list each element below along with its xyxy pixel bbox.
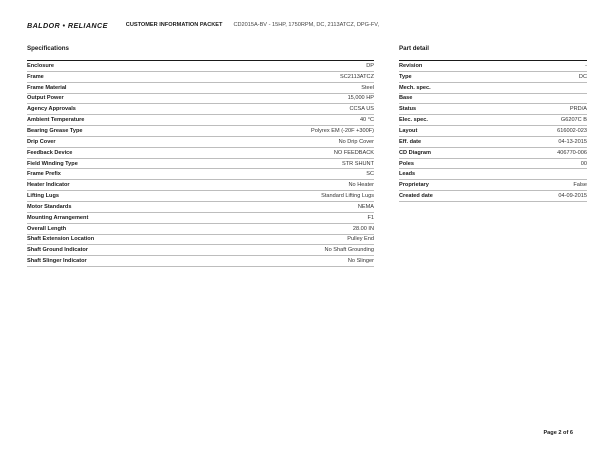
- spec-row-label: Frame Prefix: [27, 171, 61, 178]
- spec-row-value: No Drip Cover: [338, 138, 374, 145]
- spec-row-label: Field Winding Type: [27, 160, 78, 167]
- spec-row: [27, 202, 374, 213]
- spec-row-value: 28.00 IN: [352, 225, 374, 232]
- spec-row: [27, 83, 374, 94]
- part-row-label: Base: [399, 95, 413, 102]
- spec-row: [27, 256, 374, 267]
- part-row-value: 04-09-2015: [558, 193, 587, 200]
- document-type: CUSTOMER INFORMATION PACKET: [125, 22, 223, 28]
- spec-row: [27, 235, 374, 246]
- part-row-label: Mech. spec.: [399, 84, 431, 91]
- spec-row-label: Enclosure: [27, 62, 55, 69]
- spec-row: [27, 169, 374, 180]
- document-header: [27, 19, 379, 31]
- part-row-value: False: [573, 182, 587, 189]
- spec-row: [27, 191, 374, 202]
- spec-row: [27, 137, 374, 148]
- part-row-label: Status: [399, 106, 417, 113]
- spec-row-value: Standard Lifting Lugs: [321, 193, 374, 200]
- spec-row-value: Pulley End: [347, 236, 374, 243]
- spec-row-value: Polyrex EM (-20F +300F): [311, 127, 374, 134]
- part-row-value: 00: [580, 160, 587, 167]
- spec-row-value: SC2113ATCZ: [340, 73, 374, 80]
- spec-row: [27, 115, 374, 126]
- part-row: [399, 180, 587, 191]
- document-id: CD2015A-BV - 15HP, 1750RPM, DC, 2113ATCZ, DPG-FV,: [233, 22, 380, 28]
- part-detail-table: [399, 60, 587, 202]
- part-row: [399, 104, 587, 115]
- spec-row-label: Heater Indicator: [27, 182, 70, 189]
- part-row-label: Layout: [399, 127, 418, 134]
- spec-row-value: No Slinger: [347, 258, 374, 265]
- spec-row-label: Bearing Grease Type: [27, 127, 83, 134]
- part-row: [399, 72, 587, 83]
- spec-row-label: Shaft Extension Location: [27, 236, 95, 243]
- spec-row-label: Drip Cover: [27, 138, 56, 145]
- spec-row: [27, 126, 374, 137]
- part-row: [399, 191, 587, 202]
- spec-row-label: Shaft Ground Indicator: [27, 247, 88, 254]
- part-row: [399, 115, 587, 126]
- part-row: [399, 137, 587, 148]
- spec-row: [27, 159, 374, 170]
- spec-row-value: No Heater: [348, 182, 374, 189]
- part-row-value: DC: [578, 73, 587, 80]
- spec-row: [27, 148, 374, 159]
- spec-row-label: Frame Material: [27, 84, 67, 91]
- part-row-value: 616002-023: [557, 127, 587, 134]
- specifications-table: [27, 60, 374, 267]
- spec-row-value: 15,000 HP: [347, 95, 374, 102]
- part-row-value: PRD/A: [569, 106, 587, 113]
- part-row-label: Poles: [399, 160, 414, 167]
- spec-row: [27, 245, 374, 256]
- part-row-label: Elec. spec.: [399, 117, 428, 124]
- spec-row-value: SC: [366, 171, 374, 178]
- part-row: [399, 169, 587, 180]
- spec-row-value: DP: [366, 62, 374, 69]
- part-row: [399, 159, 587, 170]
- spec-row-value: F1: [367, 214, 374, 221]
- specifications-title: Specifications: [27, 45, 69, 52]
- part-row-value: G6207C B: [560, 117, 587, 124]
- part-row: [399, 83, 587, 94]
- part-row-label: Proprietary: [399, 182, 429, 189]
- spec-row-label: Lifting Lugs: [27, 193, 60, 200]
- spec-row: [27, 180, 374, 191]
- part-row-value: 406770-006: [557, 149, 587, 156]
- part-row-label: Type: [399, 73, 412, 80]
- spec-row-label: Mounting Arrangement: [27, 214, 89, 221]
- spec-row-value: STR SHUNT: [341, 160, 374, 167]
- spec-row-value: NO FEEDBACK: [333, 149, 374, 156]
- spec-row-value: CCSA US: [349, 106, 374, 113]
- part-row-label: Revision: [399, 62, 423, 69]
- part-row-value: -: [585, 62, 587, 69]
- part-row: [399, 61, 587, 72]
- part-row-label: Leads: [399, 171, 416, 178]
- spec-row-value: NEMA: [357, 203, 374, 210]
- part-row-label: Created date: [399, 193, 433, 200]
- page-number: Page 2 of 6: [543, 430, 573, 436]
- spec-row: [27, 213, 374, 224]
- spec-row-label: Feedback Device: [27, 149, 73, 156]
- spec-row-value: Steel: [361, 84, 374, 91]
- part-row-label: CD Diagram: [399, 149, 432, 156]
- spec-row-label: Overall Length: [27, 225, 67, 232]
- spec-row-label: Agency Approvals: [27, 106, 76, 113]
- spec-row: [27, 104, 374, 115]
- spec-row-label: Ambient Temperature: [27, 117, 85, 124]
- part-row: [399, 126, 587, 137]
- spec-row-value: No Shaft Grounding: [324, 247, 374, 254]
- spec-row-label: Frame: [27, 73, 44, 80]
- part-row-label: Eff. date: [399, 138, 422, 145]
- spec-row: [27, 224, 374, 235]
- part-row: [399, 148, 587, 159]
- spec-row-label: Output Power: [27, 95, 64, 102]
- part-row: [399, 94, 587, 105]
- part-row-value: 04-13-2015: [558, 138, 587, 145]
- baldor-reliance-logo: BALDOR • RELIANCE: [27, 20, 108, 30]
- spec-row-label: Motor Standards: [27, 203, 72, 210]
- spec-row: [27, 72, 374, 83]
- part-detail-title: Part detail: [399, 45, 429, 52]
- spec-row-value: 40 °C: [359, 117, 374, 124]
- spec-row-label: Shaft Slinger Indicator: [27, 258, 87, 265]
- spec-row: [27, 94, 374, 105]
- spec-row: [27, 61, 374, 72]
